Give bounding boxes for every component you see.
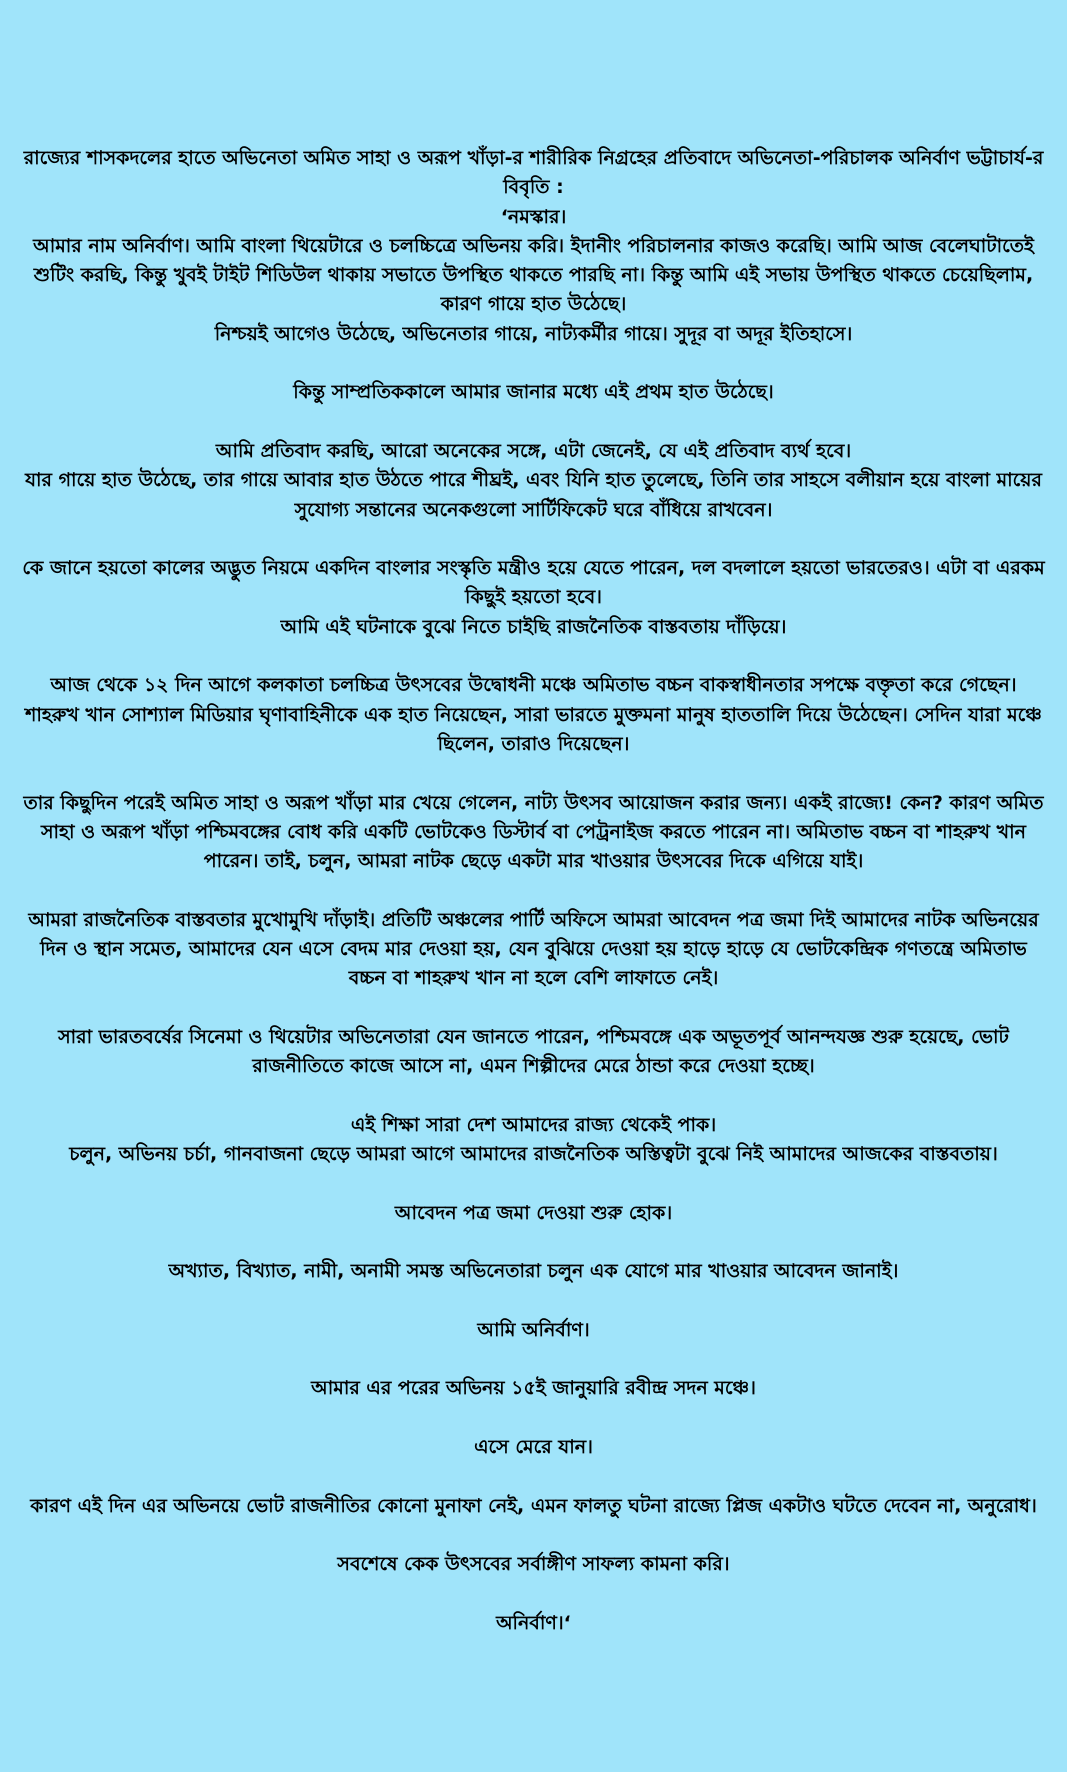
blank-line	[22, 759, 1045, 788]
blank-line	[22, 1404, 1045, 1433]
political-reality-line: আমি এই ঘটনাকে বুঝে নিতে চাইছি রাজনৈতিক বাস্তবতায় দাঁড়িয়ে।	[280, 615, 787, 638]
blank-line	[22, 1345, 1045, 1374]
come-line: এসে মেরে যান।	[474, 1436, 593, 1459]
protest-line: আমি প্রতিবাদ করছি, আরো অনেকের সঙ্গে, এটা জেনেই, যে এই প্রতিবাদ ব্যর্থ হবে।	[215, 439, 852, 462]
blank-line	[22, 876, 1045, 905]
blank-line	[22, 349, 1045, 378]
blank-line	[22, 1082, 1045, 1111]
blank-line	[22, 1580, 1045, 1609]
recent-incident-line: কিন্তু সাম্প্রতিককালে আমার জানার মধ্যে এই প্রথম হাত উঠেছে।	[293, 381, 774, 404]
lesson-line: এই শিক্ষা সারা দেশ আমাদের রাজ্য থেকেই পাক।	[350, 1113, 717, 1136]
signature-line: অনির্বাণ।‘	[496, 1611, 571, 1634]
closing-wish-line: সবশেষে কেক উৎসবের সর্বাঙ্গীণ সাফল্য কামনা করি।	[337, 1553, 730, 1576]
self-introduction-line: আমি অনির্বাণ।	[477, 1318, 590, 1341]
future-paragraph: কে জানে হয়তো কালের অদ্ভুত নিয়মে একদিন বাংলার সংস্কৃতি মন্ত্রীও হয়ে যেতে পারেন, দল বদলালে হয়তো ভারতেরও। এটা বা এরকম কিছুই হয়তো হবে।	[22, 557, 1045, 609]
application-line: আবেদন পত্র জমা দেওয়া শুরু হোক।	[394, 1201, 673, 1224]
next-performance-line: আমার এর পরের অভিনয় ১৫ই জানুয়ারি রবীন্দ্র সদন মঞ্চে।	[311, 1377, 756, 1400]
blank-line	[22, 1462, 1045, 1491]
consequence-paragraph: যার গায়ে হাত উঠেছে, তার গায়ে আবার হাত উঠতে পারে শীঘ্রই, এবং যিনি হাত তুলেছে, তিনি তার সাহসে বলীয়ান হয়ে বাংলা মায়ের সুযোগ্য সন্তানের অনেকগুলো সার্টিফিকেট ঘরে বাঁধিয়ে রাখবেন।	[25, 469, 1042, 521]
blank-line	[22, 408, 1045, 437]
blank-line	[22, 1521, 1045, 1550]
statement-heading: রাজ্যের শাসকদলের হাতে অভিনেতা অমিত সাহা ও অরূপ খাঁড়া-র শারীরিক নিগ্রহের প্রতিবাদে অভিনেতা-পরিচালক অনির্বাণ ভট্টাচার্য-র বিবৃতি :	[23, 147, 1044, 199]
blank-line	[22, 994, 1045, 1023]
party-office-paragraph: আমরা রাজনৈতিক বাস্তবতার মুখোমুখি দাঁড়াই। প্রতিটি অঞ্চলের পার্টি অফিসে আমরা আবেদন পত্র জমা দিই আমাদের নাটক অভিনয়ের দিন ও স্থান সমেত, আমাদের যেন এসে বেদম মার দেওয়া হয়, যেন বুঝিয়ে দেওয়া হয় হাড়ে হাড়ে যে ভোটকেন্দ্রিক গণতন্ত্রে অমিতাভ বচ্চন বা শাহরুখ খান না হলে বেশি লাফাতে নেই।	[28, 908, 1039, 990]
call-to-action-line: চলুন, অভিনয় চর্চা, গানবাজনা ছেড়ে আমরা আগে আমাদের রাজনৈতিক অস্তিত্বটা বুঝে নিই আমাদের আজকের বাস্তবতায়।	[69, 1143, 998, 1166]
blank-line	[22, 525, 1045, 554]
request-line: কারণ এই দিন এর অভিনয়ে ভোট রাজনীতির কোনো মুনাফা নেই, এমন ফালতু ঘটনা রাজ্যে প্লিজ একটাও ঘটতে দেবেন না, অনুরোধ।	[30, 1494, 1037, 1517]
film-festival-paragraph: আজ থেকে ১২ দিন আগে কলকাতা চলচ্চিত্র উৎসবের উদ্বোধনী মঞ্চে অমিতাভ বচ্চন বাকস্বাধীনতার সপক্ষে বক্তৃতা করে গেছেন। শাহরুখ খান সোশ্যাল মিডিয়ার ঘৃণাবাহিনীকে এক হাত নিয়েছেন, সারা ভারতে মুক্তমনা মানুষ হাততালি দিয়ে উঠেছেন। সেদিন যারা মঞ্চে ছিলেন, তারাও দিয়েছেন।	[25, 674, 1042, 755]
blank-line	[22, 1287, 1045, 1316]
blank-line	[22, 1228, 1045, 1257]
all-actors-line: অখ্যাত, বিখ্যাত, নামী, অনামী সমস্ত অভিনেতারা চলুন এক যোগে মার খাওয়ার আবেদন জানাই।	[168, 1260, 899, 1283]
history-line: নিশ্চয়ই আগেও উঠেছে, অভিনেতার গায়ে, নাট্যকর্মীর গায়ে। সুদূর বা অদূর ইতিহাসে।	[214, 322, 853, 345]
beating-paragraph: তার কিছুদিন পরেই অমিত সাহা ও অরূপ খাঁড়া মার খেয়ে গেলেন, নাট্য উৎসব আয়োজন করার জন্য। একই রাজ্যে! কেন? কারণ অমিত সাহা ও অরূপ খাঁড়া পশ্চিমবঙ্গের বোধ করি একটি ভোটকেও ডিস্টার্ব বা পেট্রনাইজ করতে পারেন না। অমিতাভ বচ্চন বা শাহরুখ খান পারেন। তাই, চলুন, আমরা নাটক ছেড়ে একটা মার খাওয়ার উৎসবের দিকে এগিয়ে যাই।	[23, 791, 1044, 873]
blank-line	[22, 1169, 1045, 1198]
greeting-line: ‘নমস্কার।	[500, 205, 567, 228]
blank-line	[22, 642, 1045, 671]
nationwide-paragraph: সারা ভারতবর্ষের সিনেমা ও থিয়েটার অভিনেতারা যেন জানতে পারেন, পশ্চিমবঙ্গে এক অভূতপূর্ব আনন্দযজ্ঞ শুরু হয়েছে, ভোট রাজনীতিতে কাজে আসে না, এমন শিল্পীদের মেরে ঠান্ডা করে দেওয়া হচ্ছে।	[58, 1025, 1009, 1078]
intro-paragraph: আমার নাম অনির্বাণ। আমি বাংলা থিয়েটারে ও চলচ্চিত্রে অভিনয় করি। ইদানীং পরিচালনার কাজও করেছি। আমি আজ বেলেঘাটাতেই শুটিং করছি, কিন্তু খুবই টাইট শিডিউল থাকায় সভাতে উপস্থিত থাকতে পারছি না। কিন্তু আমি এই সভায় উপস্থিত থাকতে চেয়েছিলাম, কারণ গায়ে হাত উঠেছে।	[33, 234, 1034, 316]
